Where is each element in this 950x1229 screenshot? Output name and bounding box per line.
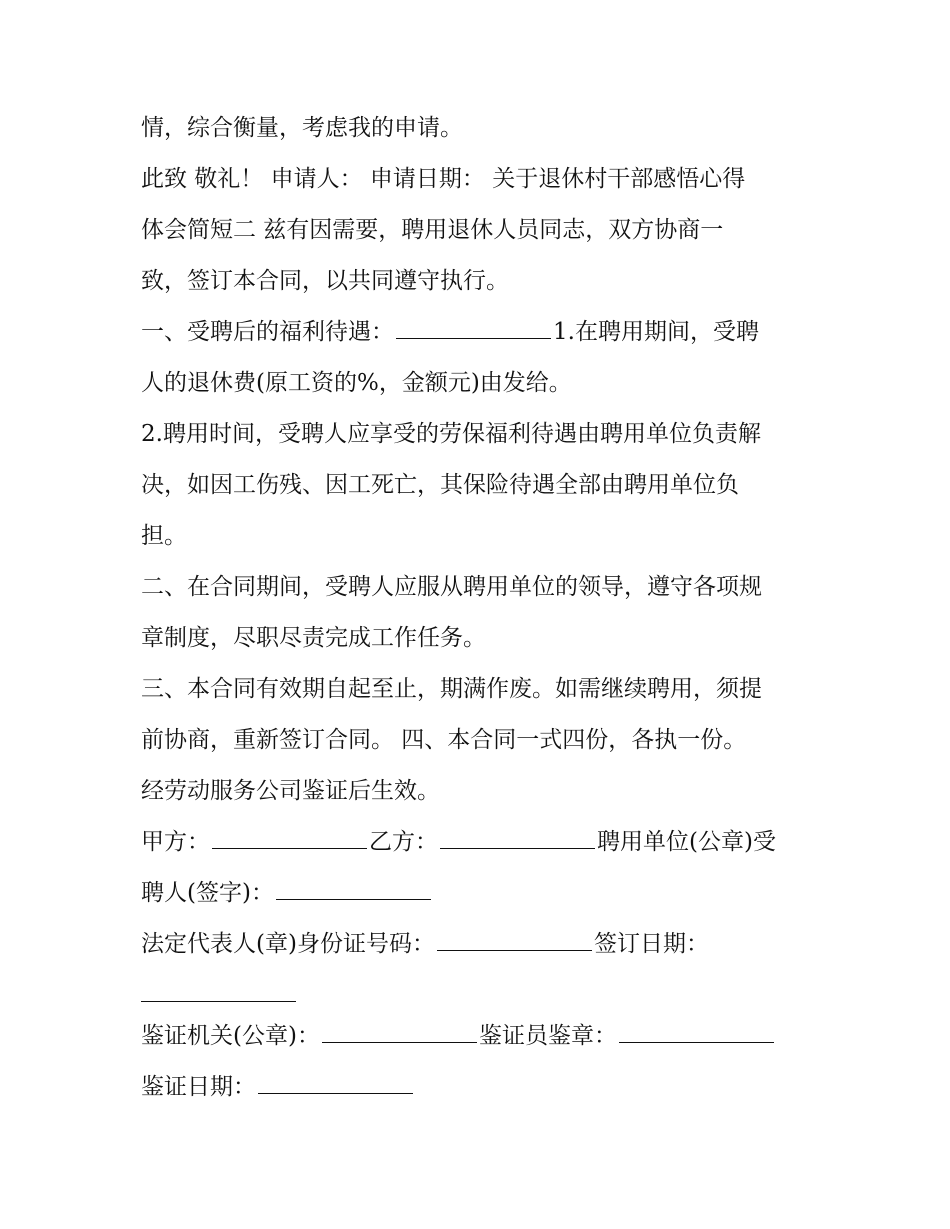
- text-line: [141, 212, 821, 263]
- text-line: [141, 671, 821, 722]
- text-segment: 2.聘用时间，受聘人应享受的劳保福利待遇由聘用单位负责解: [141, 421, 761, 447]
- fill-in-blank: [276, 875, 431, 900]
- fill-in-blank: [141, 977, 296, 1002]
- fill-in-blank: [440, 824, 595, 849]
- text-line: [141, 161, 821, 212]
- text-line: [141, 569, 821, 620]
- text-segment: 甲方：: [141, 829, 210, 855]
- text-line: [141, 365, 821, 416]
- text-segment: 决，如因工伤残、因工死亡，其保险待遇全部由聘用单位负: [141, 472, 739, 498]
- fill-in-blank: [619, 1018, 774, 1043]
- text-segment: 经劳动服务公司鉴证后生效。: [141, 778, 440, 804]
- text-segment: 人的退休费(原工资的%，金额元)由发给。: [141, 370, 572, 396]
- text-line: [141, 824, 821, 875]
- text-segment: 鉴证员鉴章：: [478, 1023, 617, 1049]
- text-line: [141, 467, 821, 518]
- text-segment: 一、受聘后的福利待遇：: [141, 319, 394, 345]
- text-segment: 三、本合同有效期自起至止，期满作废。如需继续聘用，须提: [141, 676, 762, 702]
- text-segment: 鉴证日期：: [141, 1074, 256, 1100]
- text-line: [141, 722, 821, 773]
- text-line: [141, 314, 821, 365]
- fill-in-blank: [258, 1069, 413, 1094]
- text-line: [141, 1018, 821, 1069]
- fill-in-blank: [437, 926, 592, 951]
- text-segment: 聘人(签字)：: [141, 880, 274, 906]
- text-segment: 体会简短二 兹有因需要，聘用退休人员同志，双方协商一: [141, 217, 724, 243]
- document-body: [141, 110, 821, 1120]
- fill-in-blank: [396, 314, 551, 339]
- text-segment: 1.在聘用期间，受聘: [553, 319, 759, 345]
- text-segment: 章制度，尽职尽责完成工作任务。: [141, 625, 486, 651]
- text-line: [141, 926, 821, 977]
- text-segment: 乙方：: [369, 829, 438, 855]
- text-segment: 此致 敬礼！ 申请人： 申请日期： 关于退休村干部感悟心得: [141, 166, 746, 192]
- text-segment: 担。: [141, 523, 187, 549]
- text-segment: 致，签订本合同，以共同遵守执行。: [141, 268, 509, 294]
- text-line: [141, 416, 821, 467]
- text-segment: 法定代表人(章)身份证号码：: [141, 931, 435, 957]
- fill-in-blank: [212, 824, 367, 849]
- text-segment: 前协商，重新签订合同。 四、本合同一式四份，各执一份。: [141, 727, 747, 753]
- text-line: [141, 518, 821, 569]
- text-line: [141, 263, 821, 314]
- text-line: [141, 977, 821, 1018]
- text-segment: 二、在合同期间，受聘人应服从聘用单位的领导，遵守各项规: [141, 574, 762, 600]
- text-line: [141, 1069, 821, 1120]
- text-segment: 聘用单位(公章)受: [597, 829, 776, 855]
- text-segment: 鉴证机关(公章)：: [141, 1023, 320, 1049]
- text-line: [141, 620, 821, 671]
- text-segment: 情，综合衡量，考虑我的申请。: [141, 115, 463, 141]
- text-line: [141, 110, 821, 161]
- fill-in-blank: [322, 1018, 477, 1043]
- text-line: [141, 875, 821, 926]
- text-line: [141, 773, 821, 824]
- text-segment: 签订日期：: [593, 931, 709, 957]
